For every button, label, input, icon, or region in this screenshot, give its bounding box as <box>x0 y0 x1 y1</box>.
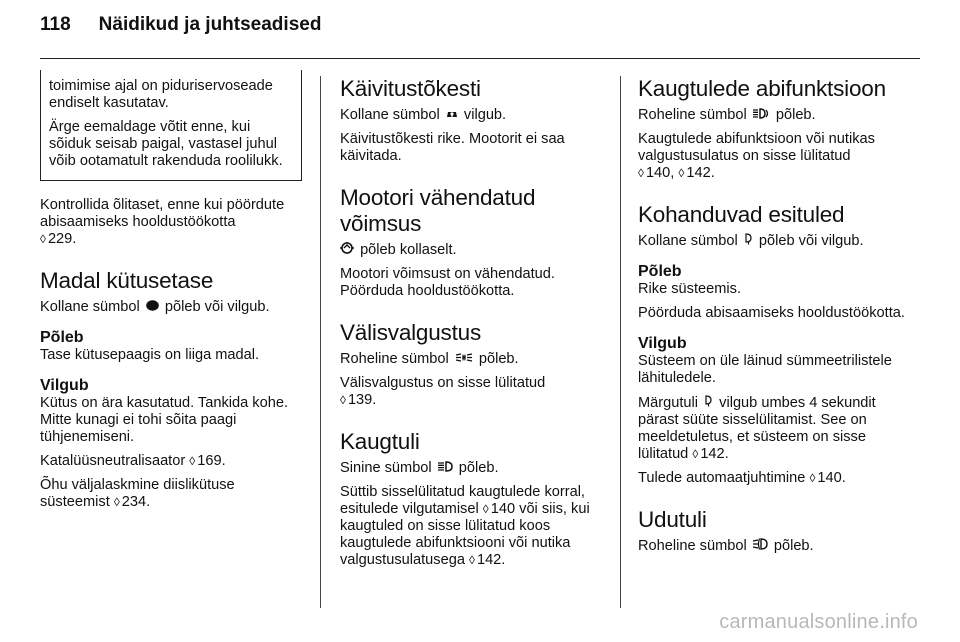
watermark: carmanualsonline.info <box>719 611 918 633</box>
oil-level-paragraph <box>40 197 302 248</box>
page-number: 118 <box>40 14 71 35</box>
car-key-icon <box>446 106 458 123</box>
ref-arrow-icon: ◊ <box>40 232 46 246</box>
page-ref-229[interactable]: ◊ 229. <box>40 231 77 247</box>
ref-arrow-icon: ◊ <box>678 166 685 180</box>
afl-on-text-2: Pöörduda abisaamiseks hooldustöökotta. <box>638 305 905 321</box>
column-2 <box>340 76 602 576</box>
ref-arrow-icon: ◊ <box>189 454 196 468</box>
afl-heading: Kohanduvad esituled <box>638 202 845 227</box>
immobilizer-text: Käivitustõkesti rike. Mootorit ei saa käivitada. <box>340 131 565 164</box>
exterior-paragraph: Välisvalgustus on sisse lülitatud ◊ 139. <box>340 375 546 408</box>
high-beam-symbol-line: Sinine sümbol põleb. <box>340 460 499 476</box>
power-symbol-line: põleb kollaselt. <box>340 241 602 259</box>
exterior-heading: Välisvalgustus <box>340 320 482 345</box>
exterior-light-icon <box>455 350 473 367</box>
page-ref-140[interactable]: ◊ 140. <box>809 470 846 486</box>
column-divider-2 <box>620 76 621 608</box>
fuel-on-heading: Põleb <box>40 329 84 346</box>
high-beam-assist-symbol-line: Roheline sümbol põleb. <box>638 107 816 123</box>
warning-text-1: toimimise ajal on piduriservoseade endiselt kasutatav. <box>49 78 273 111</box>
immobilizer-symbol-line: Kollane sümbol vilgub. <box>340 107 507 123</box>
ref-arrow-icon: ◊ <box>340 393 346 407</box>
page-ref-142[interactable]: ◊ 142. <box>469 552 506 568</box>
high-beam-heading: Kaugtuli <box>340 429 420 454</box>
header-divider <box>40 58 920 59</box>
page-ref-234[interactable]: ◊ 234. <box>113 494 151 510</box>
page-ref-142[interactable]: ◊ 142. <box>692 446 729 462</box>
page-ref-139[interactable]: ◊ 139. <box>340 392 377 408</box>
afl-flash-text-1: Süsteem on üle läinud sümmeetrilistele lähituledele. <box>638 353 892 386</box>
page-header <box>40 14 321 48</box>
column-divider-1 <box>320 76 321 608</box>
page-ref-142[interactable]: ◊ 142. <box>678 165 715 181</box>
bleed-paragraph: Õhu väljalaskmine diislikütuse süsteemist ◊ 234. <box>40 477 235 510</box>
auto-light-paragraph: Tulede automaatjuhtimine ◊ 140. <box>638 470 846 486</box>
fuel-symbol-line: Kollane sümbol põleb või vilgub. <box>40 299 270 315</box>
high-beam-assist-heading: Kaugtulede abifunktsioon <box>638 76 886 101</box>
engine-power-icon <box>340 241 354 258</box>
catalyst-paragraph: Katalüüsneutralisaator ◊ 169. <box>40 453 226 469</box>
afl-flash-heading: Vilgub <box>638 335 687 352</box>
power-text: Mootori võimsust on vähendatud. Pöörduda hooldustöökotta. <box>340 266 555 299</box>
ref-arrow-icon: ◊ <box>692 447 699 461</box>
afl-flash-paragraph: Märgutuli vilgub umbes 4 sekundit pärast süüte sisselülitamist. See on meeldetuletus, et süsteem on sisse lülitatud ◊ 142. <box>638 395 876 462</box>
exterior-symbol-line: Roheline sümbol põleb. <box>340 351 519 367</box>
column-3 <box>638 76 906 562</box>
fuel-on-text: Tase kütusepaagis on liiga madal. <box>40 347 260 363</box>
page-title: Näidikud ja juhtseadised <box>98 14 322 35</box>
high-beam-assist-icon <box>753 106 770 123</box>
high-beam-assist-paragraph: Kaugtulede abifunktsioon või nutikas valgustusulatus on sisse lülitatud ◊ 140, ◊ 142. <box>638 131 875 181</box>
oil-level-text: Kontrollida õlitaset, enne kui pöördute abisaamiseks hooldustöökotta <box>40 197 285 230</box>
warning-text-2: Ärge eemaldage võtit enne, kui sõiduk seisab paigal, vastasel juhul võib ootamatult rakenduda roolilukk. <box>49 119 283 169</box>
warning-box <box>40 70 302 181</box>
adaptive-light-icon <box>744 232 753 249</box>
high-beam-icon <box>438 459 453 476</box>
ref-arrow-icon: ◊ <box>469 553 475 567</box>
high-beam-paragraph: Süttib sisselülitatud kaugtulede korral, esitulede vilgutamisel ◊ 140 või siis, kui kaugtuled on sisse lülitatud koos kaugtulede abifunktsiooni või nutika valgustusulatusega ◊ 142. <box>340 484 590 568</box>
power-heading: Mootori vähendatud võimsus <box>340 185 536 236</box>
immobilizer-heading: Käivitustõkesti <box>340 76 481 101</box>
afl-on-text-1: Rike süsteemis. <box>638 281 741 297</box>
page-ref-140[interactable]: ◊ 140 <box>482 501 516 517</box>
fuel-pump-icon <box>146 298 159 315</box>
fog-light-icon <box>753 537 768 554</box>
page-ref-169[interactable]: ◊ 169. <box>189 453 226 469</box>
fuel-heading: Madal kütusetase <box>40 268 214 293</box>
ref-arrow-icon: ◊ <box>638 166 644 180</box>
afl-on-heading: Põleb <box>638 263 682 280</box>
adaptive-light-icon <box>704 394 713 411</box>
fog-heading: Udutuli <box>638 507 707 532</box>
ref-arrow-icon: ◊ <box>809 471 816 485</box>
fuel-flash-text: Kütus on ära kasutatud. Tankida kohe. Mitte kunagi ei tohi sõita paagi tühjenemiseni. <box>40 395 288 445</box>
column-1 <box>40 76 302 518</box>
afl-symbol-line: Kollane sümbol põleb või vilgub. <box>638 233 864 249</box>
fuel-flash-heading: Vilgub <box>40 377 89 394</box>
page-ref-140[interactable]: ◊ 140, <box>638 165 675 181</box>
fog-symbol-line: Roheline sümbol põleb. <box>638 538 814 554</box>
ref-arrow-icon: ◊ <box>482 502 489 516</box>
ref-arrow-icon: ◊ <box>113 495 120 509</box>
